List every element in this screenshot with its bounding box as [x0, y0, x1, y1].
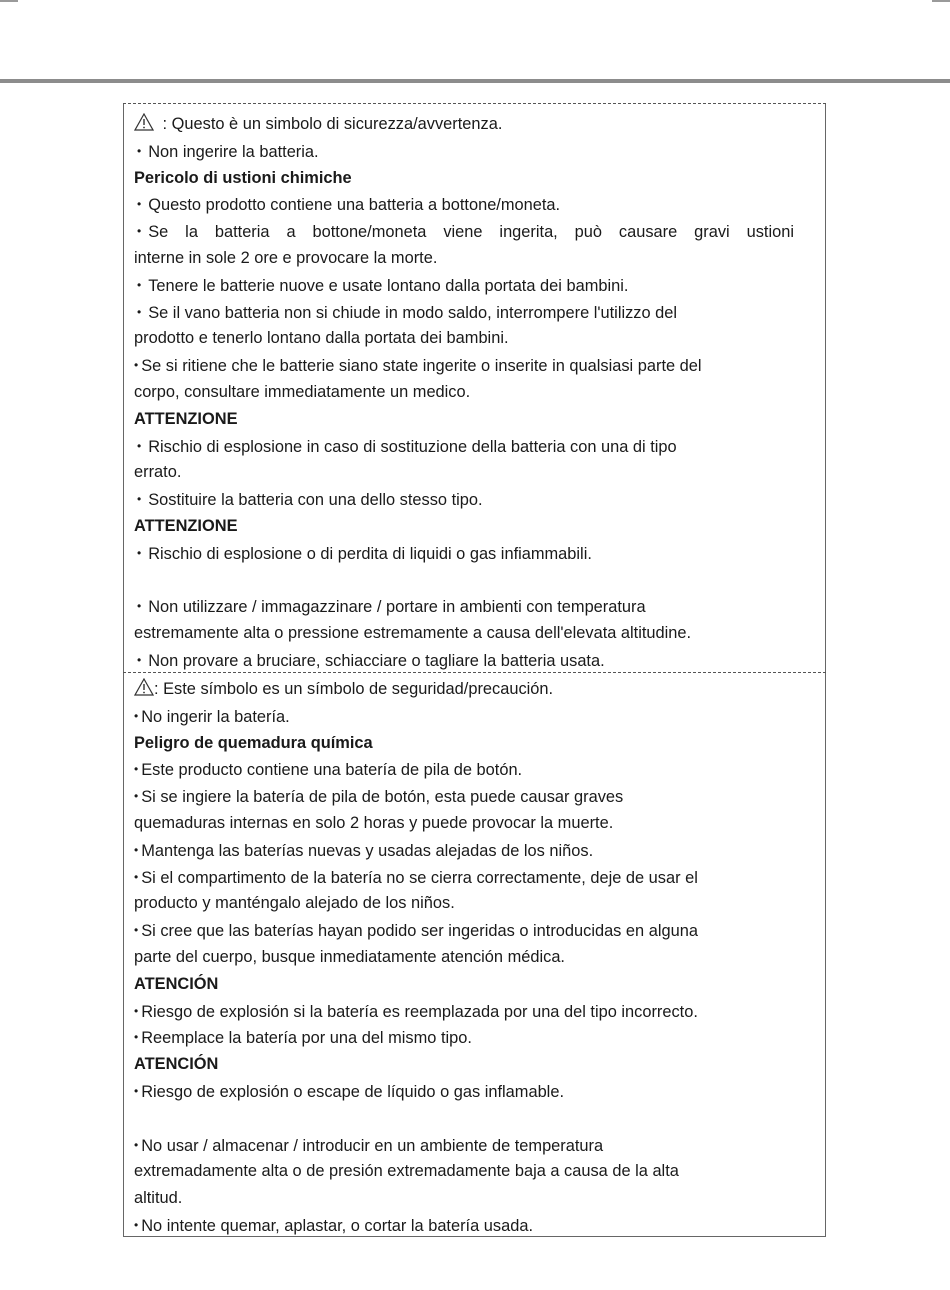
list-item: • Non ingerire la batteria. [134, 138, 794, 165]
list-item: • Se la batteria a bottone/moneta viene ingerita, può causare gravi ustioni [134, 218, 794, 245]
list-item: • Riesgo de explosión o escape de líquido o gas inflamable. [134, 1078, 794, 1105]
safety-symbol-line: : Este símbolo es un símbolo de seguridad/precaución. [134, 676, 794, 703]
list-item: • No intente quemar, aplastar, o cortar la batería usada. [134, 1212, 794, 1239]
blank-line [134, 567, 794, 594]
list-item-continuation: producto y manténgalo alejado de los niños. [134, 894, 455, 913]
bullet-icon: • [137, 197, 142, 212]
bullet-icon: • [137, 652, 142, 667]
section-heading: Peligro de quemadura química [134, 733, 373, 752]
list-item: • Non provare a bruciare, schiacciare o tagliare la batteria usata. [134, 647, 794, 674]
list-item: • No usar / almacenar / introducir en un ambiente de temperatura [134, 1132, 794, 1159]
bullet-icon: • [134, 789, 139, 804]
bullet-icon: • [137, 599, 142, 614]
section-heading: ATTENZIONE [134, 516, 238, 535]
bullet-icon: • [134, 358, 139, 373]
bullet-icon: • [137, 304, 142, 319]
crop-mark-left [0, 0, 18, 2]
bullet-icon: • [134, 869, 139, 884]
header-rule [0, 79, 950, 83]
list-item: • Sostituire la batteria con una dello stesso tipo. [134, 486, 794, 513]
list-item-continuation: estremamente alta o pressione estremamente a causa dell'elevata altitudine. [134, 624, 692, 643]
list-item: • Rischio di esplosione in caso di sostituzione della batteria con una di tipo [134, 433, 794, 460]
list-item: • Non utilizzare / immagazzinare / portare in ambienti con temperatura [134, 593, 794, 620]
list-item: • Mantenga las baterías nuevas y usadas alejadas de los niños. [134, 837, 794, 864]
section-heading: Pericolo di ustioni chimiche [134, 168, 352, 187]
bullet-icon: • [137, 438, 142, 453]
list-item-continuation: parte del cuerpo, busque inmediatamente atención médica. [134, 947, 565, 966]
list-item: • Si se ingiere la batería de pila de botón, esta puede causar graves [134, 783, 794, 810]
section-heading: ATENCIÓN [134, 1055, 219, 1074]
bullet-icon: • [137, 224, 142, 239]
list-item: • Se il vano batteria non si chiude in modo saldo, interrompere l'utilizzo del [134, 299, 794, 326]
list-item: • Rischio di esplosione o di perdita di liquidi o gas infiammabili. [134, 540, 794, 567]
list-item: • Riesgo de explosión si la batería es reemplazada por una del tipo incorrecto. [134, 998, 794, 1025]
list-item: • Este producto contiene una batería de pila de botón. [134, 756, 794, 783]
list-item: • Tenere le batterie nuove e usate lontano dalla portata dei bambini. [134, 272, 794, 299]
warning-triangle-icon [134, 113, 154, 131]
bullet-icon: • [134, 1030, 139, 1045]
bullet-icon: • [137, 277, 142, 292]
bullet-icon: • [137, 492, 142, 507]
safety-symbol-line: : Questo è un simbolo di sicurezza/avvertenza. [134, 111, 794, 138]
list-item: • No ingerir la batería. [134, 703, 794, 730]
spanish-section [134, 676, 794, 1239]
list-item: • Si cree que las baterías hayan podido ser ingeridas o introducidas en alguna [134, 917, 794, 944]
section-heading: ATTENZIONE [134, 409, 238, 428]
bullet-icon: • [134, 842, 139, 857]
list-item-continuation: extremadamente alta o de presión extremadamente baja a causa de la alta [134, 1162, 679, 1181]
bullet-icon: • [137, 545, 142, 560]
bullet-icon: • [134, 1003, 139, 1018]
bullet-icon: • [134, 762, 139, 777]
bullet-icon: • [134, 1137, 139, 1152]
blank-line [134, 1105, 794, 1132]
list-item-continuation: prodotto e tenerlo lontano dalla portata dei bambini. [134, 329, 509, 348]
list-item: • Reemplace la batería por una del mismo tipo. [134, 1024, 794, 1051]
list-item-continuation: altitud. [134, 1189, 183, 1208]
crop-mark-right [932, 0, 950, 2]
bullet-icon: • [134, 923, 139, 938]
section-heading: ATENCIÓN [134, 974, 219, 993]
italian-section [134, 111, 794, 674]
list-item: • Questo prodotto contiene una batteria a bottone/moneta. [134, 191, 794, 218]
list-item-continuation: quemaduras internas en solo 2 horas y puede provocar la muerte. [134, 813, 614, 832]
frame-top-border [123, 103, 826, 104]
list-item: • Se si ritiene che le batterie siano state ingerite o inserite in qualsiasi parte del [134, 352, 794, 379]
list-item-continuation: corpo, consultare immediatamente un medico. [134, 382, 471, 401]
bullet-icon: • [134, 1217, 139, 1232]
bullet-icon: • [134, 708, 139, 723]
list-item-continuation: interne in sole 2 ore e provocare la morte. [134, 248, 438, 267]
warning-triangle-icon [134, 678, 154, 696]
bullet-icon: • [137, 143, 142, 158]
bullet-icon: • [134, 1083, 139, 1098]
list-item-continuation: errato. [134, 463, 182, 482]
list-item: • Si el compartimento de la batería no se cierra correctamente, deje de usar el [134, 864, 794, 891]
